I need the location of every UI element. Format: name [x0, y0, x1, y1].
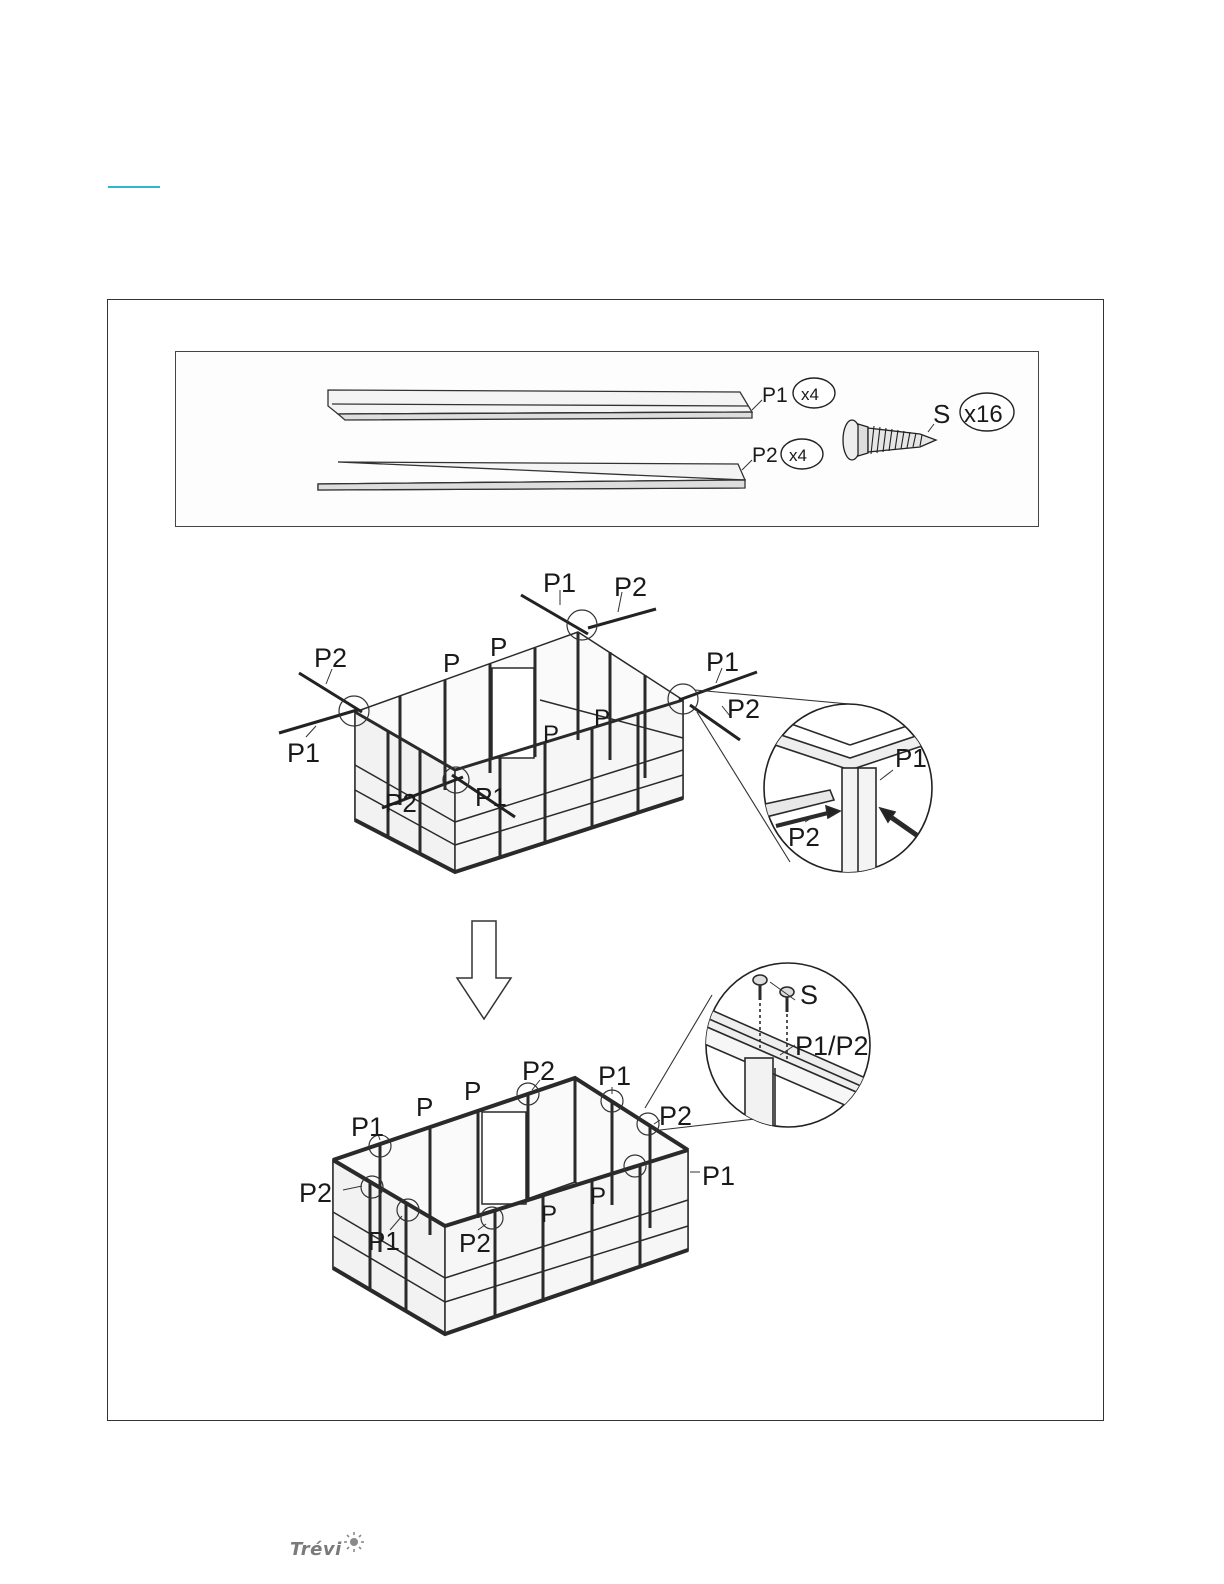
callout-panel-p: P — [416, 1092, 434, 1122]
callout-p1-left: P1 — [287, 738, 321, 768]
callout-p2-right: P2 — [659, 1101, 693, 1131]
sun-icon — [343, 1531, 365, 1553]
step-arrow-down-icon — [457, 921, 511, 1019]
callout-p1-left: P1 — [351, 1112, 385, 1142]
callout-panel-p: P — [590, 1183, 607, 1210]
detail-label-rail: P1/P2 — [795, 1031, 869, 1061]
brand-logo-text: Trévi — [290, 1538, 342, 1560]
callout-p2-top: P2 — [522, 1056, 556, 1086]
callout-panel-p: P — [543, 721, 560, 748]
rail-p1-illustration — [328, 390, 752, 420]
detail-label-screw: S — [800, 980, 819, 1010]
callout-p2-top: P2 — [614, 572, 648, 602]
callout-panel-p: P — [490, 632, 508, 662]
callout-p1-top: P1 — [543, 568, 577, 598]
greenhouse-frame-step-one — [355, 632, 683, 872]
callout-p2-left: P2 — [314, 643, 348, 673]
rail-p2-illustration — [318, 462, 745, 490]
callout-p1-front: P1 — [475, 782, 507, 812]
part-qty-p2: x4 — [789, 446, 807, 465]
callout-p2-front: P2 — [385, 788, 417, 818]
callout-panel-p: P — [594, 705, 611, 732]
part-id-p2: P2 — [752, 444, 778, 467]
part-qty-s: x16 — [964, 401, 1003, 428]
detail-label-p2: P2 — [788, 822, 820, 852]
callout-p1-right: P1 — [706, 647, 740, 677]
greenhouse-frame-step-two — [333, 1078, 688, 1334]
callout-panel-p: P — [443, 648, 461, 678]
callout-p2-left: P2 — [299, 1178, 333, 1208]
callout-p1-front: P1 — [368, 1226, 400, 1256]
part-id-p1: P1 — [762, 384, 788, 407]
callout-p1-right: P1 — [702, 1161, 736, 1191]
brand-logo — [290, 1534, 365, 1564]
screw-illustration — [843, 420, 936, 460]
part-qty-p1: x4 — [801, 385, 819, 404]
part-id-s: S — [933, 399, 951, 429]
callout-panel-p: P — [464, 1076, 482, 1106]
callout-p1-top: P1 — [598, 1061, 632, 1091]
callout-panel-p: P — [541, 1201, 558, 1228]
callout-p2-front: P2 — [459, 1228, 491, 1258]
callout-p2-right: P2 — [727, 694, 761, 724]
detail-label-p1: P1 — [895, 743, 927, 773]
